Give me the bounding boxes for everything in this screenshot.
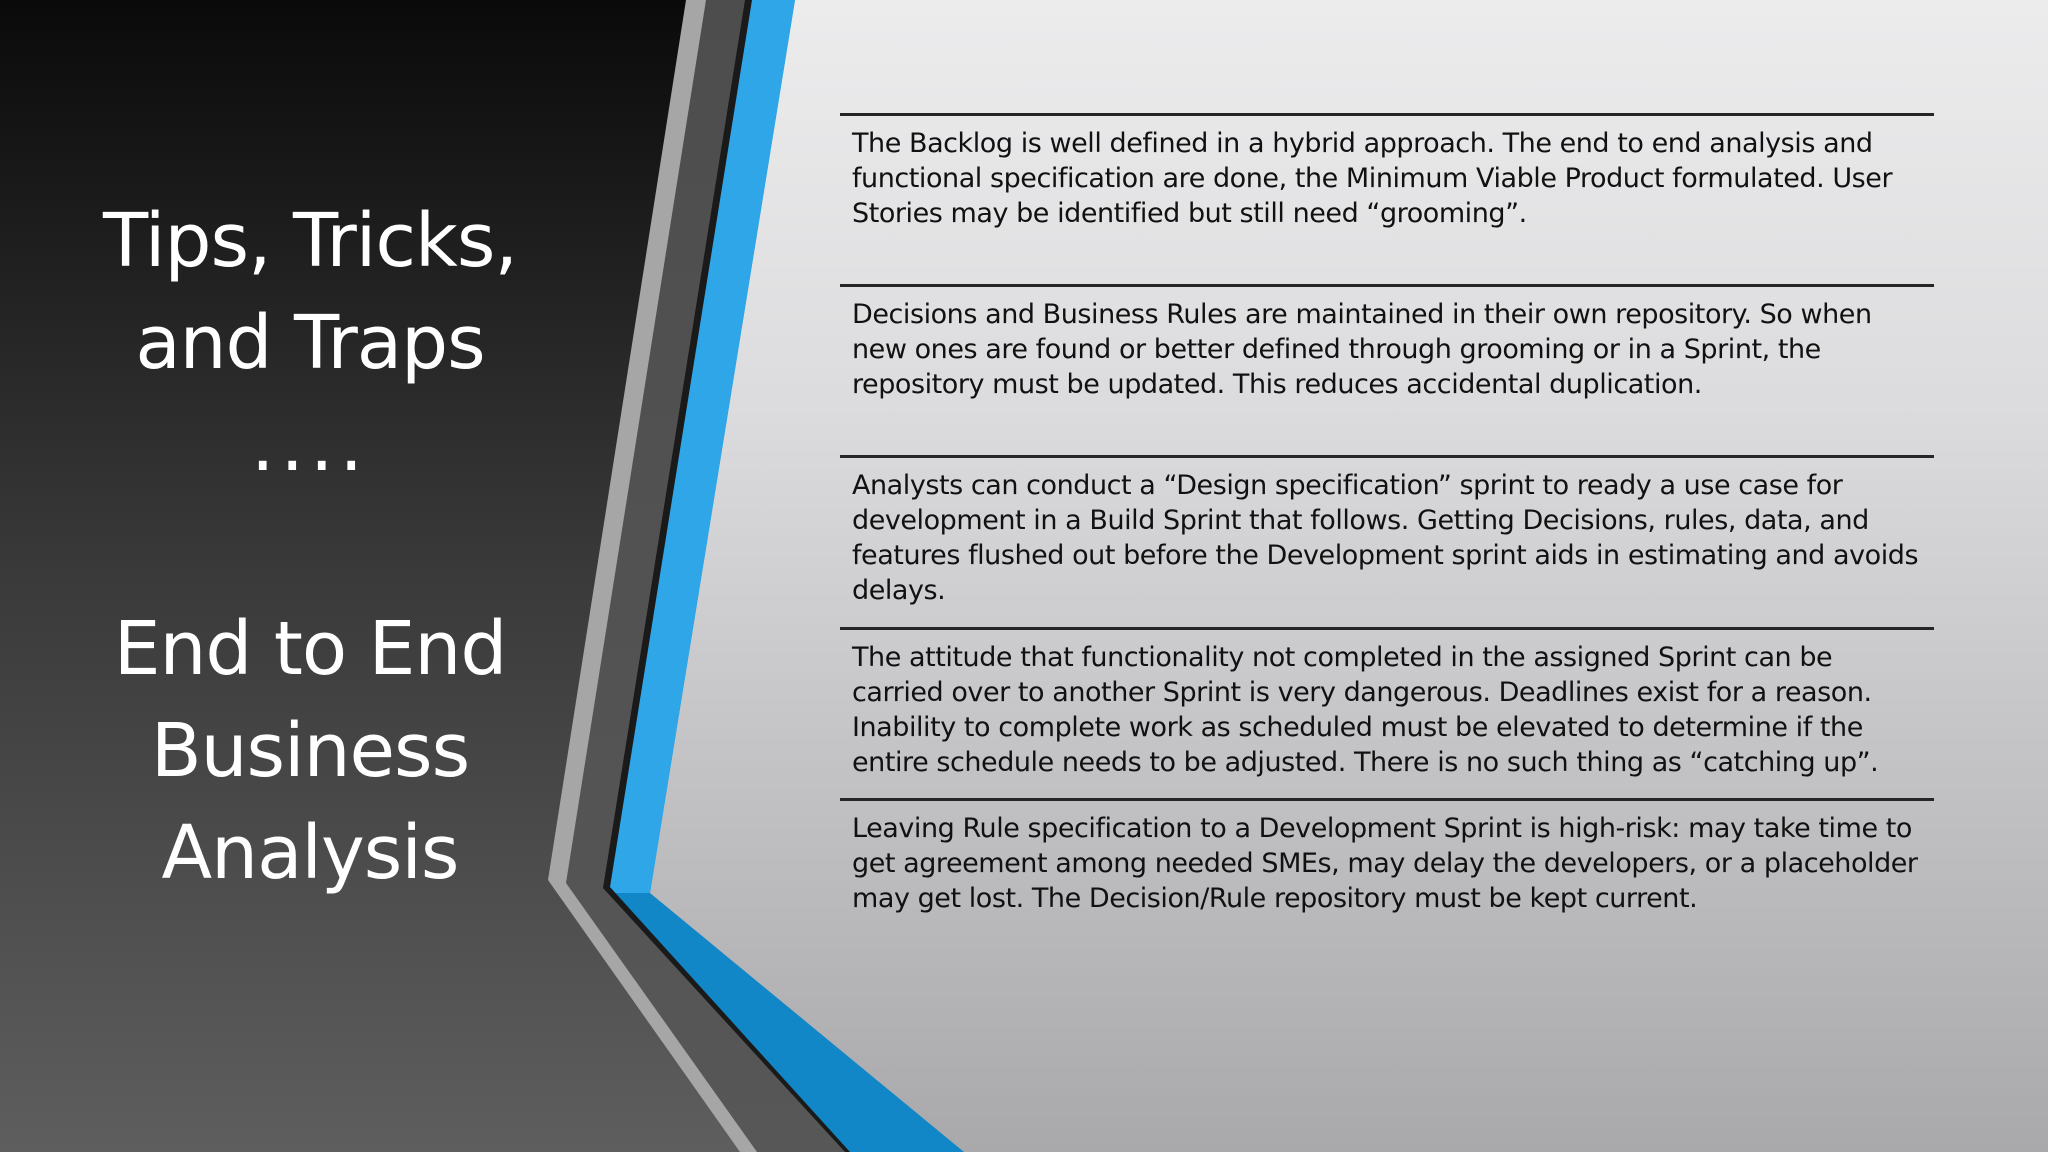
tip-text: Analysts can conduct a “Design specification” sprint to ready a use case for development in a Build Sprint that follows. Getting Decisions, rules, data, and features flushed out before the Development sprint aids in estimating and avoids delays. <box>852 470 1919 606</box>
title-spacer <box>40 496 580 598</box>
tip-item-carry-over <box>840 627 1934 780</box>
tip-item-rule-specification <box>840 798 1934 916</box>
tip-text: The Backlog is well defined in a hybrid approach. The end to end analysis and functional specification are done, the Minimum Viable Product formulated. User Stories may be identified but still need “grooming”. <box>852 128 1893 229</box>
title-line-6: Analysis <box>161 810 459 896</box>
tip-item-design-sprint <box>840 455 1934 608</box>
title-ellipsis: .... <box>250 402 370 488</box>
tip-item-backlog <box>840 113 1934 231</box>
title-line-4: End to End <box>113 606 507 692</box>
title-line-2: and Traps <box>135 300 485 386</box>
title-line-5: Business <box>150 708 470 794</box>
tip-text: Decisions and Business Rules are maintained in their own repository. So when new ones are found or better defined through grooming or in a Sprint, the repository must be updated. This reduces accidental duplication. <box>852 299 1872 400</box>
title-line-1: Tips, Tricks, <box>103 198 517 284</box>
tip-text: The attitude that functionality not completed in the assigned Sprint can be carried over to another Sprint is very dangerous. Deadlines exist for a reason. Inability to complete work as scheduled must be elevated to determine if the entire schedule needs to be adjusted. There is no such thing as “catching up”. <box>852 642 1879 778</box>
tip-text: Leaving Rule specification to a Development Sprint is high-risk: may take time to get agreement among needed SMEs, may delay the developers, or a placeholder may get lost. The Decision/Rule repository must be kept current. <box>852 813 1918 914</box>
tip-item-decision-repository <box>840 284 1934 402</box>
slide-title <box>40 190 580 904</box>
